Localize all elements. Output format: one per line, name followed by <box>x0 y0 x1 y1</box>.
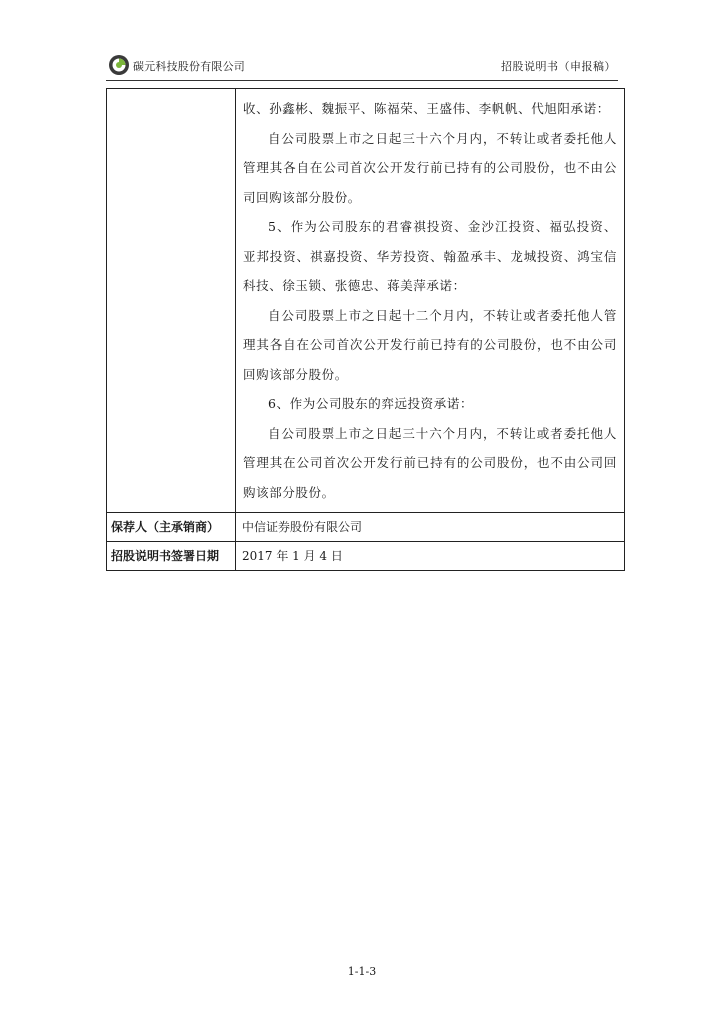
page-header <box>106 52 618 81</box>
page-number: 1-1-3 <box>347 965 377 978</box>
commitment-paragraph: 自公司股票上市之日起十二个月内，不转让或者委托他人管理其各自在公司首次公开发行前已持有的公司股份，也不由公司回购该部分股份。 <box>243 307 617 382</box>
commitment-paragraph: 自公司股票上市之日起三十六个月内，不转让或者委托他人管理其各自在公司首次公开发行前已持有的公司股份，也不由公司回购该部分股份。 <box>243 130 617 205</box>
commitment-paragraph: 收、孙鑫彬、魏振平、陈福荣、王盛伟、李帆帆、代旭阳承诺： <box>243 101 610 116</box>
signing-date-row <box>107 542 625 571</box>
prospectus-table <box>106 88 625 571</box>
company-logo-icon <box>108 54 130 76</box>
sponsor-value: 中信证券股份有限公司 <box>236 513 625 542</box>
commitment-paragraph: 自公司股票上市之日起三十六个月内，不转让或者委托他人管理其在公司首次公开发行前已持有的公司股份，也不由公司回购该部分股份。 <box>243 425 617 500</box>
sponsor-row <box>107 513 625 542</box>
commitment-row <box>107 89 625 513</box>
commitment-content-cell <box>236 89 625 513</box>
commitment-paragraph: 6、作为公司股东的弈远投资承诺： <box>268 396 474 411</box>
signing-date-label: 招股说明书签署日期 <box>107 542 236 571</box>
document-title: 招股说明书（申报稿） <box>501 60 616 73</box>
company-name: 碳元科技股份有限公司 <box>133 60 245 73</box>
sponsor-label: 保荐人（主承销商） <box>107 513 236 542</box>
empty-label-cell <box>107 89 236 513</box>
commitment-paragraph: 5、作为公司股东的君睿祺投资、金沙江投资、福弘投资、亚邦投资、祺嘉投资、华芳投资、翰盈承丰、龙城投资、鸿宝信科技、徐玉锁、张德忠、蒋美萍承诺： <box>243 219 617 293</box>
signing-date-value: 2017 年 1 月 4 日 <box>236 542 625 571</box>
